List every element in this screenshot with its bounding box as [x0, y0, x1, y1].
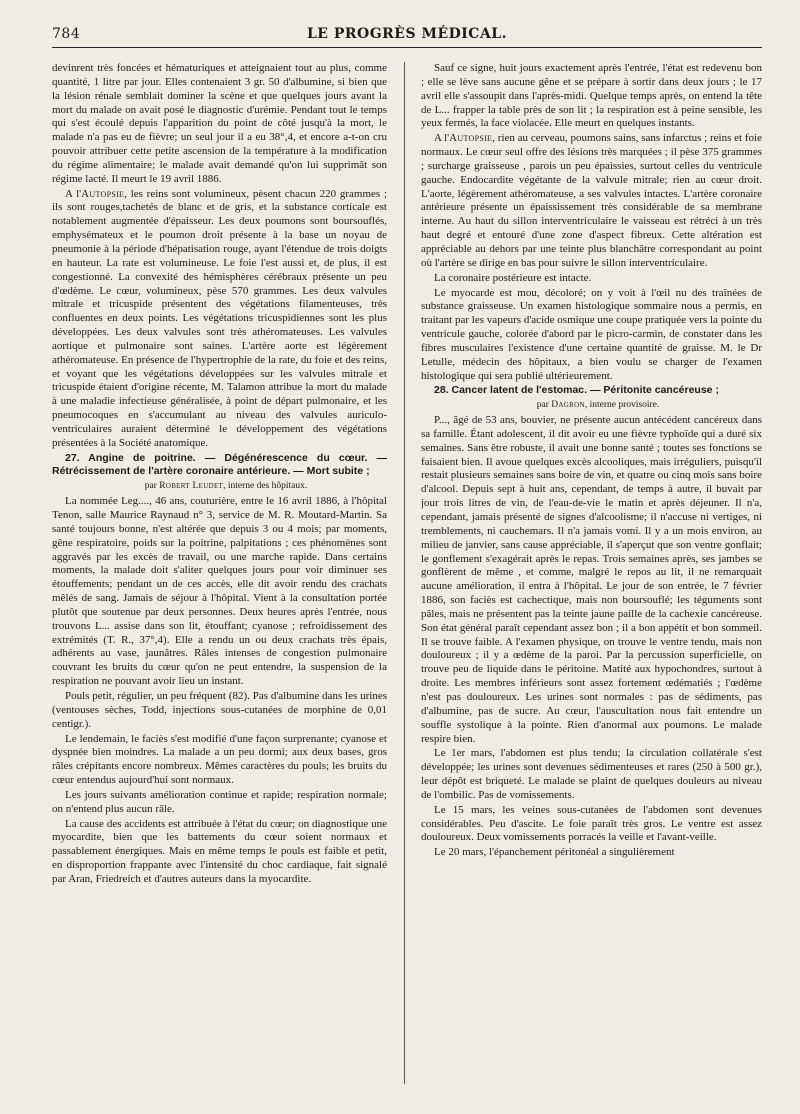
- autopsy-paragraph: [52, 188, 387, 451]
- paragraph: P..., âgé de 53 ans, bouvier, ne présente aucun antécédent cancéreux dans sa famille. Étant adolescent, il dit avoir eu une fièvre typhoïde qui a duré six semaines. Sans être robuste, il avait une bonne santé ; toutes ses fonctions se faisaient bien. Il avoue quelques excès alcooliques, mais irréguliers, puisqu'il restait plusieurs semaines sans boire de vin, et quatre ou cinq mois sans boire d'alcool. Depuis sept à huit ans, cependant, de temps à autre, il buvait par jour trois litres de vin, de l'eau-de-vie le matin et après déjeuner. Il n'a, cependant, jamais présenté de signes d'alcoolisme; il n'accuse ni vertiges, ni tremblements, ni cauchemars. Il n'a jamais vomi. Il y a un mois environ, au milieu de janvier, sans cause appréciable, il s'aperçut que son ventre gonflait; le gonflement s'exagérait après le repas. Trois semaines après, ses jambes se gonflèrent de même , et comme, malgré le repos au lit, il ne remarquait aucune amélioration, il entra à l'hôpital. Le jour de son entrée, le 7 février 1886, son faciès est cachectique, mais non boursouflé; les téguments sont pâles, mais ne présentent pas la teinte jaune paille de la cachexie cancéreuse. Son état général paraît cependant assez bon ; il a bon appétit et bon sommeil. Il se trouve faible. A l'examen physique, on trouve le ventre tendu, mais non douloureux ; il y a œdème de la paroi. Par la percussion superficielle, on trouve peu de liquide dans le péritoine. Matité aux hypochondres, surtout à droite. Les membres inférieurs sont assez fortement œdématiés ; l'œdème n'est pas douloureux. Les urines sont normales : pas de sédiments, pas d'albumine, pas de sucre. Au cœur, l'auscultation nous fait entendre un souffle systolique à la pointe. Rien d'anormal aux poumons. Le malade respire bien.: [421, 414, 762, 745]
- paragraph: Pouls petit, régulier, un peu fréquent (82). Pas d'albumine dans les urines (ventouses sèches, Todd, injections sous-cutanées de morphine de 0,01 centigr.).: [52, 689, 387, 730]
- author-name: Dagron: [551, 400, 585, 411]
- text-run: , interne des hôpitaux.: [223, 481, 308, 492]
- case-28-author: [421, 399, 762, 413]
- text-run: , les reins sont volumineux, pèsent chacun 220 grammes ; ils sont rouges,tachetés de blanc et de gris, et la substance corticale est notablement augmentée d'épaisseur. Les deux poumons sont boursouflés, emphysémateux et le poumon droit présente à la base un noyau de pneumonie à la période d'hépatisation rouge, ayant l'étendue de trois doigts en hauteur. La rate est volumineuse. Le foie l'est aussi et, de plus, il est congestionné. La convexité des hémisphères cérébraux présente un peu d'œdème. Le cœur, volumineux, pèse 570 grammes. Les deux valvules mitrale et tricuspide présentent des végétations filamenteuses, très confluentes en deux points. Les végétations tricuspidiennes sont les plus développées. Les deux valvules sont très athéromateuses. Les valvules aortique et pulmonaire sont saines. L'artère aorte est légèrement athéromateuse. En présence de l'hypertrophie de la rate, du foie et des reins, et voyant que les végétations développées sur les valvules mitrale et tricuspide étaient d'origine récente, M. Talamon attribue la mort du malade à une maladie infectieuse généralisée, à point de départ pulmonaire, et les pneumocoques en s'accumulant au niveau des valvules auriculo-ventriculaires auraient déterminé le développement des végétations présentées à la Société anatomique.: [52, 187, 387, 449]
- paragraph: Le 15 mars, les veines sous-cutanées de l'abdomen sont devenues considérables. Peu d'ascite. Le foie paraît très gros. Le ventre est assez douloureux. Deux vomissements porracés la veille et l'avant-veille.: [421, 803, 762, 844]
- paragraph: Le 1er mars, l'abdomen est plus tendu; la circulation collatérale s'est développée; les urines sont devenues sédimenteuses et rares (250 à 500 gr.), leur dépôt est briqueté. Le malade se plaint de quelques douleurs au niveau de l'ombilic. Pas de vomissements.: [421, 747, 762, 801]
- autopsy-label: Autopsie: [449, 132, 493, 145]
- autopsy-label: Autopsie: [81, 187, 125, 200]
- paragraph: La coronaire postérieure est intacte.: [434, 271, 592, 284]
- case-27-title: 27. Angine de poitrine. — Dégénérescence du cœur. — Rétrécissement de l'artère coronaire antérieure. — Mort subite ;: [52, 451, 387, 478]
- autopsy-paragraph: [421, 132, 762, 270]
- case-28-title: 28. Cancer latent de l'estomac. — Péritonite cancéreuse ;: [434, 384, 719, 397]
- right-column: [421, 62, 762, 1086]
- text-run: A l': [434, 132, 450, 145]
- text-run: A l': [65, 187, 82, 200]
- paragraph: Les jours suivants amélioration continue et rapide; respiration normale; on n'entend plus aucun râle.: [52, 788, 387, 815]
- journal-title: LE PROGRÈS MÉDICAL.: [306, 26, 508, 42]
- header-rule: [52, 47, 762, 48]
- text-run: , rien au cerveau, poumons sains, sans infarctus ; reins et foie normaux. Le cœur seul offre des lésions très marquées ; il pèse 375 grammes ; surcharge graisseuse , parois un peu épaissies, surtout celles du ventricule gauche. Endocardite végétante de la valvule mitrale; rien au cœur droit. L'aorte, légèrement athéromateuse, a ses valvules intactes. L'artère coronaire antérieure présente un épaississement très considérable de sa membrane interne. Au haut du sillon interventriculaire le vaisseau est rétréci à un très haut degré et entouré d'une zone d'aspect fibreux. Cette altération est appréciable au dehors par une teinte plus blanchâtre correspondant au point où l'artère se dirige en bas pour suivre le sillon interventriculaire.: [421, 132, 762, 269]
- paragraph: Le myocarde est mou, décoloré; on y voit à l'œil nu des traînées de substance graisseuse. Un examen histologique sommaire nous a permis, en traitant par les vapeurs d'acide osmique une coupe pratiquée vers la pointe du ventricule gauche, colorée d'abord par le picro-carmin, de constater dans les fibres musculaires l'existence d'une certaine quantité de graisse. M. le Dr Letulle, médecin des hôpitaux, a bien voulu se charger de l'examen histologique qui sera publié ultérieurement.: [421, 286, 762, 382]
- paragraph: Le lendemain, le faciès s'est modifié d'une façon surprenante; cyanose et dyspnée bien moindres. La malade a un peu dormi; aux deux bases, gros râles crépitants encore nombreux. Mêmes caractères du pouls; les bruits du cœur entendus aujourd'hui sont normaux.: [52, 732, 387, 787]
- text-run: par: [144, 481, 160, 492]
- page-header: [52, 26, 762, 46]
- author-name: Robert Leudet: [159, 481, 224, 492]
- text-run: par: [536, 400, 552, 411]
- left-column: [52, 62, 387, 1086]
- text-run: , interne provisoire.: [584, 400, 660, 411]
- paragraph: devinrent très foncées et hématuriques et atteignaient tout au plus, comme quantité, 1 litre par jour. Elles contenaient 3 gr. 50 d'albumine, si bien que la lésion rénale semblait dominer la scène et que quelques jours avant la mort du malade on avait posé le diagnostic d'urémie. Pendant tout le temps qui s'est écoulé depuis l'apparition du point de côté jusqu'à la mort, le malade n'a pas eu de fièvre; un seul jour il a eu 38°,4, et encore a-t-on cru pouvoir attribuer cette petite ascension de la température à la modification du régime alimentaire; le malade avait demandé qu'on lui supprimât son régime lacté. Il meurt le 19 avril 1886.: [52, 62, 387, 185]
- paragraph: La nommée Leg...., 46 ans, couturière, entre le 16 avril 1886, à l'hôpital Tenon, salle Maurice Raynaud n° 3, service de M. R. Moutard-Martin. Sa santé toujours bonne, n'est altérée que depuis 3 ou 4 mois; par moments, gêne respiratoire, poids sur la poitrine, palpitations ; ces phénomènes sont aggravés par les excès de travail, ou une marche rapide. Dans certains moments, la malade doit s'aliter quelques jours pour voir diminuer ses étouffements; pendant un de ces accès, elle dit avoir rendu des crachats mêlés de sang. Jamais de séjour à l'hôpital. Vient à la consultation portée plutôt que soutenue par deux personnes. Deux heures après l'entrée, nous trouvons L... assise dans son lit, étouffant; cyanose ; refroidissement des extrémités (T. R., 37°,4). Elle a rendu un ou deux crachats très épais, adhérents au vase, jaunâtres. Râles intenses de congestion pulmonaire couvrant les bruits du cœur qu'on ne peut entendre, la suspension de la respiration ne pouvant avoir lieu un instant.: [52, 495, 387, 688]
- column-divider: [404, 62, 405, 1084]
- case-27-author: [52, 480, 387, 494]
- page-number: 784: [52, 26, 81, 42]
- paragraph: La cause des accidents est attribuée à l'état du cœur; on diagnostique une myocardite, bien que les battements du cœur soient normaux et passablement énergiques. Mais en même temps le pouls est faible et petit, en disproportion frappante avec l'intensité du choc cardiaque, fait signalé par Aran, Friedreich et d'autres auteurs dans la myocardite.: [52, 817, 387, 885]
- paragraph: Sauf ce signe, huit jours exactement après l'entrée, l'état est redevenu bon ; elle se lève sans aucune gêne et se prépare à sortir dans deux jours ; le 17 avril elle s'assoupit dans l'après-midi. Quelque temps après, on entend la tête de L... frapper la table près de son lit ; la respiration est à peine sensible, les yeux fermés, la face violacée. Elle meurt en quelques instants.: [421, 62, 762, 130]
- paragraph: Le 20 mars, l'épanchement péritonéal a singulièrement: [434, 846, 675, 859]
